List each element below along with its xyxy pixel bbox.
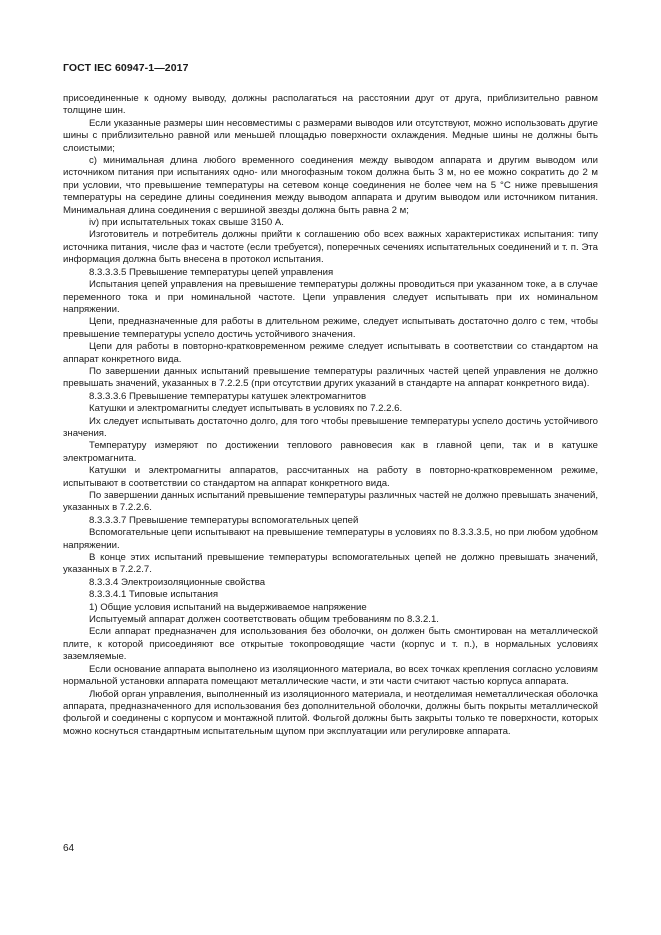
- section-heading: 8.3.3.3.6 Превышение температуры катушек электромагнитов: [89, 390, 367, 402]
- section-heading: 8.3.3.3.5 Превышение температуры цепей управления: [89, 266, 334, 278]
- paragraph: c) минимальная длина любого временного соединения между выводом аппарата и другим выводом или источником питания при испытаниях одно- или многофазным током должна быть 3 м, но ее можно сократить до 2 м при условии, что превышение температуры на сетевом конце соединения не более чем на 5 °C ниже превышения температуры на середине длины соединения между выводом аппарата и другим выводом или источником питания. Минимальная длина соединения с вершиной звезды должна быть равна 2 м;: [63, 155, 598, 216]
- paragraph: Температуру измеряют по достижении теплового равновесия как в главной цепи, так и в катушке электромагнита.: [63, 440, 598, 464]
- paragraph: Катушки и электромагниты следует испытывать в условиях по 7.2.2.6.: [89, 403, 403, 415]
- page-number: 64: [63, 843, 75, 854]
- paragraph: Испытания цепей управления на превышение температуры должны проводиться при указанном токе, а в случае переменного тока и при номинальной частоте. Цепи управления следует испытывать при их номинальном напряжении.: [63, 279, 598, 315]
- document-header: ГОСТ IEC 60947-1—2017: [63, 62, 189, 74]
- paragraph: Катушки и электромагниты аппаратов, рассчитанных на работу в повторно-кратковременном режиме, испытывают в соответствии со стандартом на аппарат конкретного вида.: [63, 465, 598, 489]
- paragraph: Цепи, предназначенные для работы в длительном режиме, следует испытывать достаточно долго с тем, чтобы превышение температуры успело достичь устойчивого значения.: [63, 316, 598, 340]
- paragraph: Их следует испытывать достаточно долго, для того чтобы превышение температуры успело достичь устойчивого значения.: [63, 415, 598, 439]
- paragraph: присоединенные к одному выводу, должны располагаться на расстоянии друг от друга, приблизительно равном толщине шин.: [63, 93, 598, 117]
- paragraph: Цепи для работы в повторно-кратковременном режиме следует испытывать в соответствии со стандартом на аппарат конкретного вида.: [63, 341, 598, 365]
- document-body: [63, 93, 598, 738]
- paragraph: Если указанные размеры шин несовместимы с размерами выводов или отсутствуют, можно использовать другие шины с приблизительно равной или меньшей площадью поверхности охлаждения. Медные шины не должны быть слоистыми;: [63, 117, 598, 154]
- paragraph: Вспомогательные цепи испытывают на превышение температуры в условиях по 8.3.3.3.5, но при любом удобном напряжении.: [63, 527, 598, 551]
- section-heading: 8.3.3.3.7 Превышение температуры вспомогательных цепей: [89, 514, 359, 526]
- section-heading: 1) Общие условия испытаний на выдерживаемое напряжение: [89, 601, 367, 613]
- paragraph: По завершении данных испытаний превышение температуры различных частей цепей управления не должно превышать значений, указанных в 7.2.2.5 (при отсутствии других указаний в стандарте на аппарат конкретного вида).: [63, 365, 598, 390]
- paragraph: Испытуемый аппарат должен соответствовать общим требованиям по 8.3.2.1.: [89, 614, 439, 626]
- paragraph: В конце этих испытаний превышение температуры вспомогательных цепей не должно превышать значений, указанных в 7.2.2.7.: [63, 552, 598, 576]
- paragraph: Изготовитель и потребитель должны прийти к соглашению обо всех важных характеристиках испытания: типу источника питания, числе фаз и частоте (если требуется), поперечных сечениях испытательных соединений и т. п. Эта информация должна быть внесена в протокол испытания.: [63, 229, 598, 266]
- section-heading: 8.3.3.4.1 Типовые испытания: [89, 589, 219, 601]
- paragraph: Любой орган управления, выполненный из изоляционного материала, и неотделимая неметаллическая оболочка аппарата, предназначенного для использования без дополнительной оболочки, должны быть покрыты металлической фольгой и соединены с корпусом и монтажной плитой. Фольгой должны быть закрыты только те поверхности, которых можно коснуться стандартным испытательным щупом при эксплуатации или регулировке аппарата.: [63, 688, 598, 737]
- paragraph: По завершении данных испытаний превышение температуры различных частей не должно превышать значений, указанных в 7.2.2.6.: [63, 490, 598, 514]
- paragraph: iv) при испытательных токах свыше 3150 А.: [89, 217, 284, 229]
- section-heading: 8.3.3.4 Электроизоляционные свойства: [89, 576, 266, 588]
- paragraph: Если основание аппарата выполнено из изоляционного материала, во всех точках крепления согласно условиям нормальной установки аппарата помещают металлические части, и эти части считают частью корпуса аппарата.: [63, 663, 598, 688]
- paragraph: Если аппарат предназначен для использования без оболочки, он должен быть смонтирован на металлической плите, к которой присоединяют все открытые токопроводящие части (корпус и т. п.), в нормальных условиях заземляемые.: [63, 626, 598, 663]
